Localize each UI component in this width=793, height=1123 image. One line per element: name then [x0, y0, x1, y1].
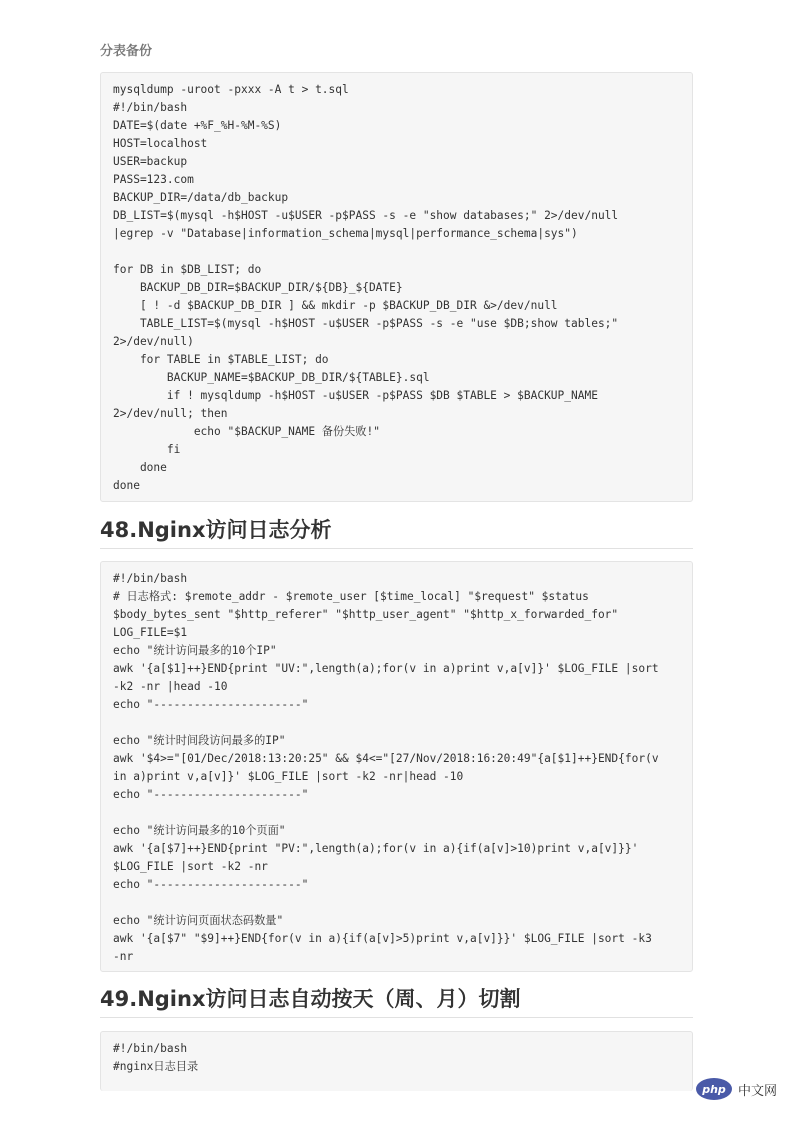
watermark-site-name: 中文网 [738, 1083, 778, 1099]
backup-subtitle: 分表备份 [100, 44, 153, 59]
php-cn-watermark [696, 1074, 777, 1104]
log-rotation-code-block: #!/bin/bash #nginx日志目录 [100, 1031, 693, 1091]
log-analysis-code-block: #!/bin/bash # 日志格式: $remote_addr - $remote_user [$time_local] "$request" $status $body_bytes_sent "$http_referer" "$http_user_agent" "$http_x_forwarded_for" LOG_FILE=$1 echo "统计访问最多的10个IP" awk '{a[$1]++}END{print "UV:",length(a);for(v in a)print v,a[v]}' $LOG_FILE |sort -k2 -nr |head -10 echo "----------------------" echo "统计时间段访问最多的IP" awk '$4>="[01/Dec/2018:13:20:25" && $4<="[27/Nov/2018:16:20:49"{a[$1]++}END{for(v in a)print v,a[v]}' $LOG_FILE |sort -k2 -nr|head -10 echo "----------------------" echo "统计访问最多的10个页面" awk '{a[$7]++}END{print "PV:",length(a);for(v in a){if(a[v]>10)print v,a[v]}}' $LOG_FILE |sort -k2 -nr echo "----------------------" echo "统计访问页面状态码数量" awk '{a[$7" "$9]++}END{for(v in a){if(a[v]>5)print v,a[v]}}' $LOG_FILE |sort -k3 -nr [100, 561, 693, 972]
backup-script-code-block: mysqldump -uroot -pxxx -A t > t.sql #!/bin/bash DATE=$(date +%F_%H-%M-%S) HOST=localhost USER=backup PASS=123.com BACKUP_DIR=/data/db_backup DB_LIST=$(mysql -h$HOST -u$USER -p$PASS -s -e "show databases;" 2>/dev/null |egrep -v "Database|information_schema|mysql|performance_schema|sys") for DB in $DB_LIST; do BACKUP_DB_DIR=$BACKUP_DIR/${DB}_${DATE} [ ! -d $BACKUP_DB_DIR ] && mkdir -p $BACKUP_DB_DIR &>/dev/null TABLE_LIST=$(mysql -h$HOST -u$USER -p$PASS -s -e "use $DB;show tables;" 2>/dev/null) for TABLE in $TABLE_LIST; do BACKUP_NAME=$BACKUP_DB_DIR/${TABLE}.sql if ! mysqldump -h$HOST -u$USER -p$PASS $DB $TABLE > $BACKUP_NAME 2>/dev/null; then echo "$BACKUP_NAME 备份失败!" fi done done [100, 72, 693, 502]
section-48-title: 48.Nginx访问日志分析 [100, 516, 693, 549]
section-49-title: 49.Nginx访问日志自动按天（周、月）切割 [100, 985, 693, 1018]
php-logo: php [696, 1078, 732, 1100]
